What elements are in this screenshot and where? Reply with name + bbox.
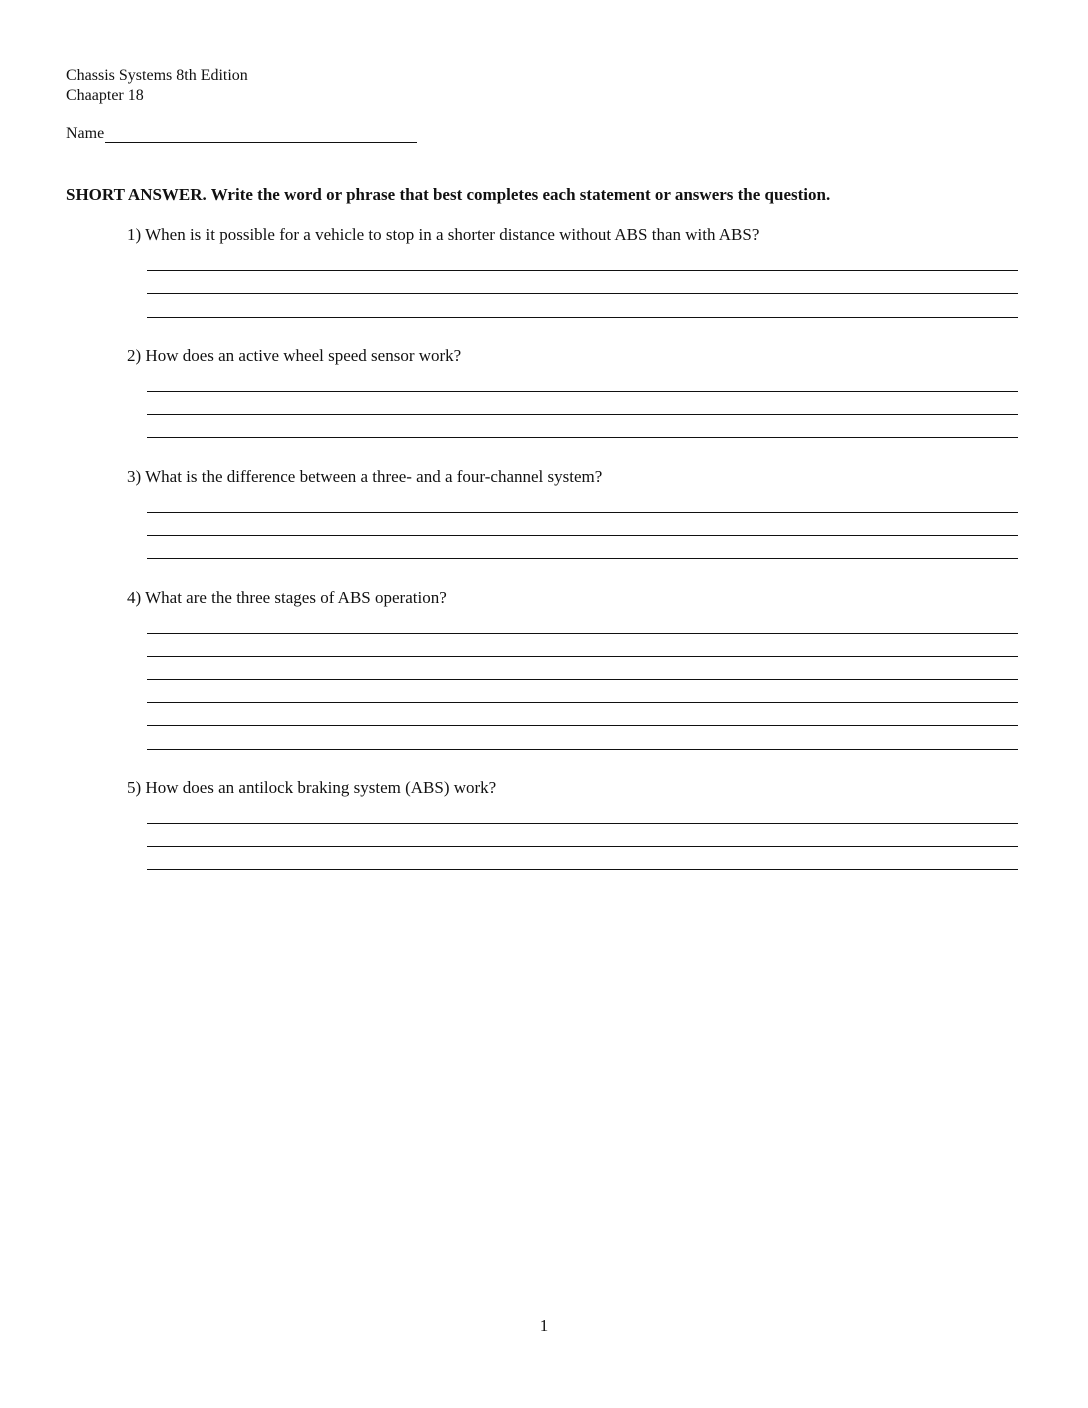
answer-line[interactable]: [147, 535, 1018, 536]
question-5: 5) How does an antilock braking system (ABS) work?: [127, 778, 497, 797]
course-title: Chassis Systems 8th Edition: [66, 67, 248, 84]
name-label: Name: [66, 125, 105, 142]
answer-line[interactable]: [147, 558, 1018, 559]
question-3: 3) What is the difference between a three- and a four-channel system?: [127, 467, 603, 486]
answer-line[interactable]: [147, 414, 1018, 415]
name-field: [66, 125, 417, 143]
answer-line[interactable]: [147, 293, 1018, 294]
answer-line[interactable]: [147, 512, 1018, 513]
answer-line[interactable]: [147, 702, 1018, 703]
question-1: 1) When is it possible for a vehicle to stop in a shorter distance without ABS than with ABS?: [127, 225, 760, 244]
instructions-heading: SHORT ANSWER. Write the word or phrase that best completes each statement or answers the question.: [66, 185, 831, 204]
answer-line[interactable]: [147, 270, 1018, 271]
chapter-label: Chaapter 18: [66, 87, 144, 104]
name-input-line[interactable]: [105, 125, 417, 143]
answer-line[interactable]: [147, 846, 1018, 847]
page-number: 1: [539, 1316, 549, 1335]
answer-line[interactable]: [147, 317, 1018, 318]
question-2: 2) How does an active wheel speed sensor work?: [127, 346, 462, 365]
answer-line[interactable]: [147, 679, 1018, 680]
answer-line[interactable]: [147, 437, 1018, 438]
answer-line[interactable]: [147, 725, 1018, 726]
answer-line[interactable]: [147, 633, 1018, 634]
answer-line[interactable]: [147, 656, 1018, 657]
question-4: 4) What are the three stages of ABS operation?: [127, 588, 447, 607]
answer-line[interactable]: [147, 869, 1018, 870]
answer-line[interactable]: [147, 749, 1018, 750]
answer-line[interactable]: [147, 823, 1018, 824]
answer-line[interactable]: [147, 391, 1018, 392]
